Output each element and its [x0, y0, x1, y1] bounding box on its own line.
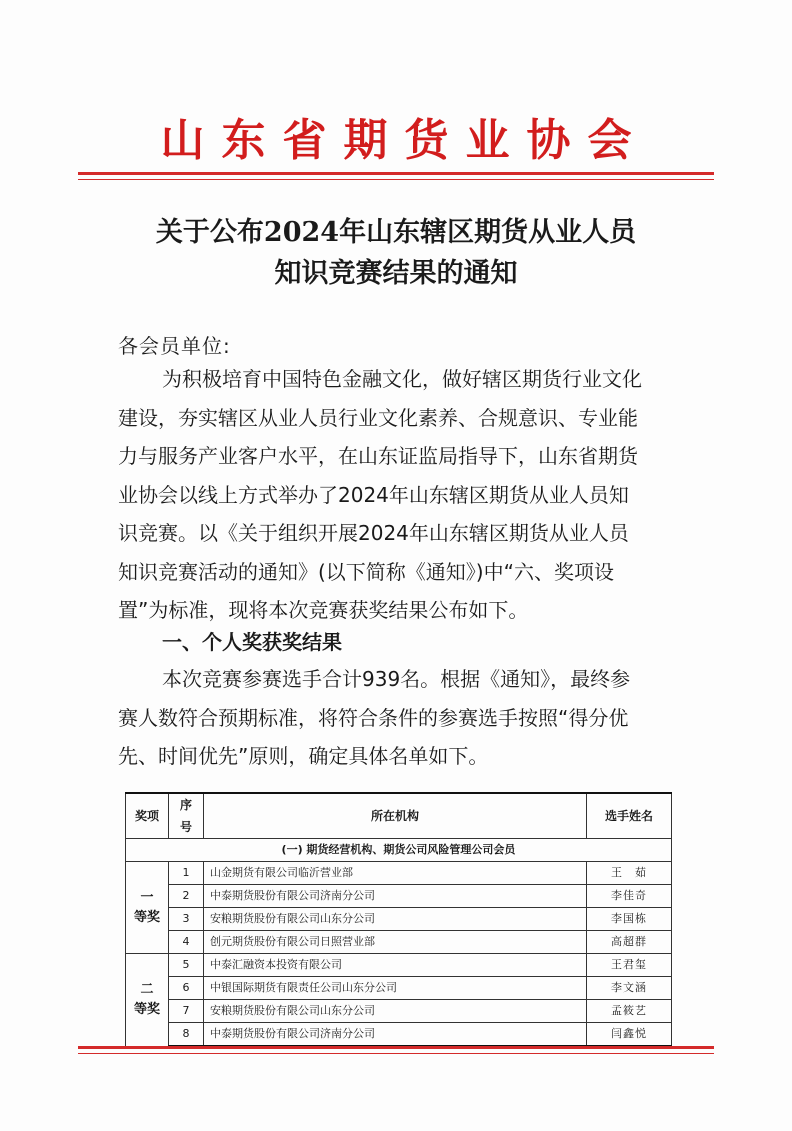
row-organization: 中泰汇融资本投资有限公司 [204, 954, 587, 977]
row-index: 3 [169, 908, 204, 931]
header-rule-thin [78, 179, 714, 180]
row-index: 6 [169, 977, 204, 1000]
row-index: 7 [169, 1000, 204, 1023]
header-rule-thick [78, 172, 714, 175]
paragraph-line: 业协会以线上方式举办了2024年山东辖区期货从业人员知 [118, 482, 629, 507]
row-index: 5 [169, 954, 204, 977]
table-row [126, 931, 672, 954]
row-organization: 中泰期货股份有限公司济南分公司 [204, 1023, 587, 1047]
section-heading: 一、个人奖获奖结果 [162, 630, 342, 654]
table-row [126, 862, 672, 885]
paragraph-line: 力与服务产业客户水平，在山东证监局指导下，山东省期货 [118, 444, 638, 468]
paragraph-line: 赛人数符合预期标准，将符合条件的参赛选手按照“得分优 [118, 705, 629, 730]
table-row [126, 977, 672, 1000]
paragraph-line: 先、时间优先”原则，确定具体名单如下。 [118, 744, 489, 768]
row-contestant-name: 李文涵 [587, 977, 672, 1000]
paragraph-line: 识竞赛。以《关于组织开展2024年山东辖区期货从业人员 [118, 521, 629, 545]
row-contestant-name: 王 茹 [587, 862, 672, 885]
row-organization: 中泰期货股份有限公司济南分公司 [204, 885, 587, 908]
row-contestant-name: 李国栋 [587, 908, 672, 931]
footer-rule-thick [78, 1046, 714, 1049]
table-row [126, 908, 672, 931]
body-paragraph-1 [118, 360, 678, 630]
table-header-cell: 序号 [169, 793, 204, 839]
row-index: 8 [169, 1023, 204, 1047]
award-group-label: 一 等奖 [126, 862, 169, 954]
table-header-cell: 奖项 [126, 793, 169, 839]
row-contestant-name: 孟筱艺 [587, 1000, 672, 1023]
row-organization: 中银国际期货有限责任公司山东分公司 [204, 977, 587, 1000]
row-index: 4 [169, 931, 204, 954]
body-paragraph-2 [118, 660, 678, 776]
paragraph-line: 为积极培育中国特色金融文化，做好辖区期货行业文化 [162, 367, 642, 391]
row-organization: 山金期货有限公司临沂营业部 [204, 862, 587, 885]
paragraph-line: 知识竞赛活动的通知》(以下简称《通知》)中“六、奖项设 [118, 559, 614, 584]
row-organization: 创元期货股份有限公司日照营业部 [204, 931, 587, 954]
org-letterhead-title: 山东省期货业协会 [160, 115, 649, 166]
row-organization: 安粮期货股份有限公司山东分公司 [204, 908, 587, 931]
paragraph-line: 置”为标准，现将本次竞赛获奖结果公布如下。 [118, 598, 529, 622]
row-contestant-name: 高超群 [587, 931, 672, 954]
table-row [126, 1000, 672, 1023]
row-contestant-name: 李佳奇 [587, 885, 672, 908]
row-contestant-name: 闫鑫悦 [587, 1023, 672, 1047]
awards-table [125, 792, 672, 1047]
row-organization: 安粮期货股份有限公司山东分公司 [204, 1000, 587, 1023]
paragraph-line: 本次竞赛参赛选手合计939名。根据《通知》，最终参 [162, 667, 631, 691]
row-contestant-name: 王君玺 [587, 954, 672, 977]
table-header-cell: 所在机构 [204, 793, 587, 839]
table-row [126, 1023, 672, 1047]
footer-rule-thin [78, 1053, 714, 1054]
award-group-label: 二 等奖 [126, 954, 169, 1047]
row-index: 1 [169, 862, 204, 885]
document-title-line-2: 知识竞赛结果的通知 [274, 258, 518, 289]
paragraph-line: 建设，夯实辖区从业人员行业文化素养、合规意识、专业能 [118, 405, 638, 430]
document-title-line-1: 关于公布2024年山东辖区期货从业人员 [155, 217, 637, 248]
salutation: 各会员单位: [118, 334, 231, 358]
table-header-cell: 选手姓名 [587, 793, 672, 839]
table-row [126, 885, 672, 908]
table-subheader: (一) 期货经营机构、期货公司风险管理公司会员 [126, 839, 672, 862]
table-row [126, 954, 672, 977]
row-index: 2 [169, 885, 204, 908]
